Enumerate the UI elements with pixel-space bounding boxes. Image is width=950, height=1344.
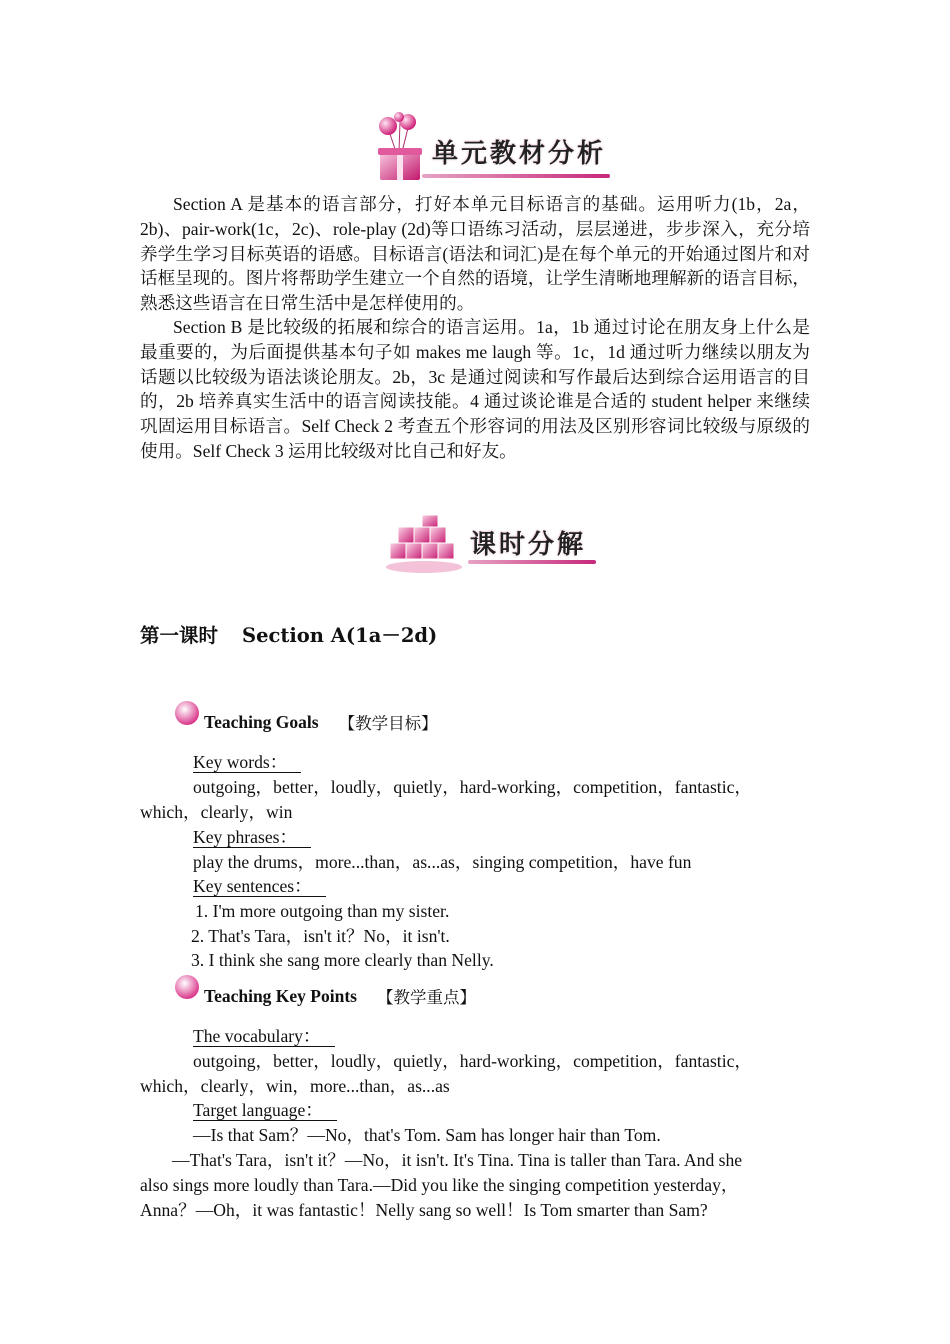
key-words-line2: which，clearly，win: [140, 802, 293, 822]
vocab-line2: which，clearly，win，more...than，as...as: [140, 1076, 450, 1096]
lesson-section: Section A(1a－2d): [242, 624, 438, 647]
pink-bubble-icon: [172, 698, 202, 726]
teaching-goals-cn: 【教学目标】: [338, 714, 438, 733]
banner-underline: [422, 174, 610, 178]
key-points-cn: 【教学重点】: [376, 988, 476, 1007]
key-points-heading: [204, 984, 476, 1008]
key-words-label: Key words：: [193, 750, 301, 775]
analysis-paragraph-a-text: Section A 是基本的语言部分，打好本单元目标语言的基础。运用听力(1b，2a，2b)、pair-work(1c，2c)、role-play (2d)等口语练习活动，层层递进，步步深入，充分培养学生学习目标英语的语感。目标语言(语法和词汇)是在每个单元的开始通过图片和对话框呈现的。图片将帮助学生建立一个自然的语境，让学生清晰地理解新的语言目标，熟悉这些语言在日常生活中是怎样使用的。: [140, 194, 810, 314]
key-sentence-1: 1. I'm more outgoing than my sister.: [195, 901, 450, 921]
key-points-label: Teaching Key Points: [204, 985, 357, 1006]
target-language-label: Target language：: [193, 1098, 337, 1123]
vocab-label: The vocabulary：: [193, 1024, 335, 1049]
target-line1: —Is that Sam？—No，that's Tom. Sam has longer hair than Tom.: [193, 1125, 661, 1145]
key-phrases-label: Key phrases：: [193, 825, 311, 850]
key-sentence-3: 3. I think she sang more clearly than Nelly.: [191, 950, 494, 970]
target-line2: —That's Tara，isn't it？—No，it isn't. It's Tina. Tina is taller than Tara. And she: [172, 1150, 743, 1170]
analysis-paragraph-b-text: Section B 是比较级的拓展和综合的语言运用。1a，1b 通过讨论在朋友身上什么是最重要的，为后面提供基本句子如 makes me laugh 等。1c，1d 通过听力继续以朋友为话题以比较级为语法谈论朋友。2b，3c 是通过阅读和写作最后达到综合运用语言的目的，2b 培养真实生活中的语言阅读技能。4 通过谈论谁是合适的 student helper 来继续巩固运用目标语言。Self Check 2 考查五个形容词的用法及区别形容词比较级与原级的使用。Self Check 3 运用比较级对比自己和好友。: [140, 317, 810, 461]
lesson-title: [140, 620, 437, 648]
cubes-icon: [384, 515, 464, 575]
target-line4: Anna？—Oh，it was fantastic！Nelly sang so well！Is Tom smarter than Sam?: [140, 1200, 708, 1220]
analysis-paragraph-a: [140, 192, 810, 316]
teaching-goals-label: Teaching Goals: [204, 711, 319, 732]
key-phrases: play the drums，more...than，as...as，singing competition，have fun: [193, 852, 692, 872]
key-sentences-label: Key sentences：: [193, 874, 326, 899]
unit-analysis-banner: [372, 112, 612, 184]
lesson-number: 第一课时: [140, 624, 219, 647]
lesson-breakdown-title: 课时分解: [470, 529, 587, 560]
target-line3: also sings more loudly than Tara.—Did you like the singing competition yesterday，: [140, 1175, 739, 1195]
key-words-line1: outgoing，better，loudly，quietly，hard-working，competition，fantastic，: [193, 777, 752, 797]
key-sentence-2: 2. That's Tara，isn't it？No，it isn't.: [191, 926, 450, 946]
vocab-line1: outgoing，better，loudly，quietly，hard-working，competition，fantastic，: [193, 1051, 752, 1071]
analysis-paragraph-b: [140, 315, 810, 464]
banner-underline: [468, 560, 596, 564]
teaching-goals-heading: [204, 710, 438, 734]
lesson-breakdown-banner: [384, 514, 604, 576]
unit-analysis-title: 单元教材分析: [432, 138, 607, 169]
pink-bubble-icon: [172, 972, 202, 1000]
